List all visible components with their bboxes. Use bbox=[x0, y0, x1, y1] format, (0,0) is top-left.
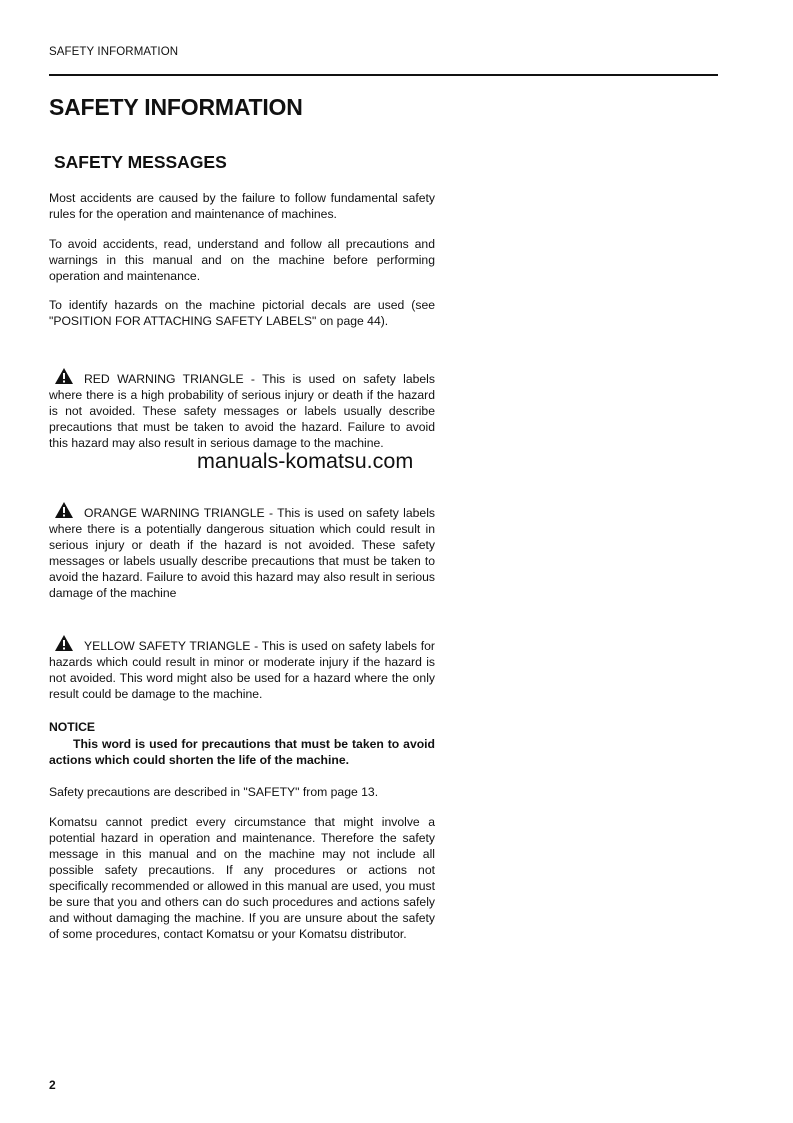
warning-triangle-icon bbox=[54, 634, 74, 652]
warning-triangle-icon bbox=[54, 367, 74, 385]
header-rule bbox=[49, 74, 718, 76]
red-warning-paragraph bbox=[49, 367, 435, 451]
section-title: SAFETY MESSAGES bbox=[54, 152, 227, 172]
page-number: 2 bbox=[49, 1078, 56, 1092]
red-warning-text: RED WARNING TRIANGLE - This is used on safety labels where there is a high probability of serious injury or death if the hazard is not avoided. These safety messages or labels usually describe precautions that must be taken to avoid the hazard. Failure to avoid this hazard may also result in serious damage to the machine. bbox=[49, 372, 435, 450]
closing-paragraph-2: Komatsu cannot predict every circumstance that might involve a potential hazard in operation and maintenance. Therefore the safety message in this manual and on the machine may not include all possible safety precautions. If any procedures or actions not specifically recommended or allowed in this manual are used, you must be sure that you and others can do such procedures and actions safely and without damaging the machine. If you are unsure about the safety of some procedures, contact Komatsu or your Komatsu distributor. bbox=[49, 815, 435, 941]
intro-paragraph-3: To identify hazards on the machine pictorial decals are used (see "POSITION FOR ATTACHING SAFETY LABELS" on page 44). bbox=[49, 298, 435, 328]
intro-paragraph-2: To avoid accidents, read, understand and follow all precautions and warnings in this manual and on the machine before performing operation and maintenance. bbox=[49, 237, 435, 283]
warning-triangle-icon bbox=[54, 501, 74, 519]
watermark: manuals-komatsu.com bbox=[197, 449, 414, 473]
orange-warning-paragraph bbox=[49, 501, 435, 601]
orange-warning-text: ORANGE WARNING TRIANGLE - This is used on safety labels where there is a potentially dangerous situation which could result in serious injury or death if the hazard is not avoided. These safety messages or labels usually describe precautions that must be taken to avoid the hazard. Failure to avoid this hazard may also result in serious damage of the machine bbox=[49, 506, 435, 600]
intro-paragraph-1: Most accidents are caused by the failure to follow fundamental safety rules for the operation and maintenance of machines. bbox=[49, 191, 435, 221]
running-header: SAFETY INFORMATION bbox=[49, 46, 179, 58]
closing-paragraph-1: Safety precautions are described in "SAFETY" from page 13. bbox=[49, 785, 379, 799]
yellow-warning-paragraph bbox=[49, 634, 435, 702]
page-title: SAFETY INFORMATION bbox=[49, 94, 303, 120]
notice-heading: NOTICE bbox=[49, 720, 96, 734]
notice-text: This word is used for precautions that must be taken to avoid actions which could shorten the life of the machine. bbox=[49, 737, 435, 767]
yellow-warning-text: YELLOW SAFETY TRIANGLE - This is used on safety labels for hazards which could result in minor or moderate injury if the hazard is not avoided. This word might also be used for a hazard where the only result could be damage to the machine. bbox=[49, 639, 435, 701]
